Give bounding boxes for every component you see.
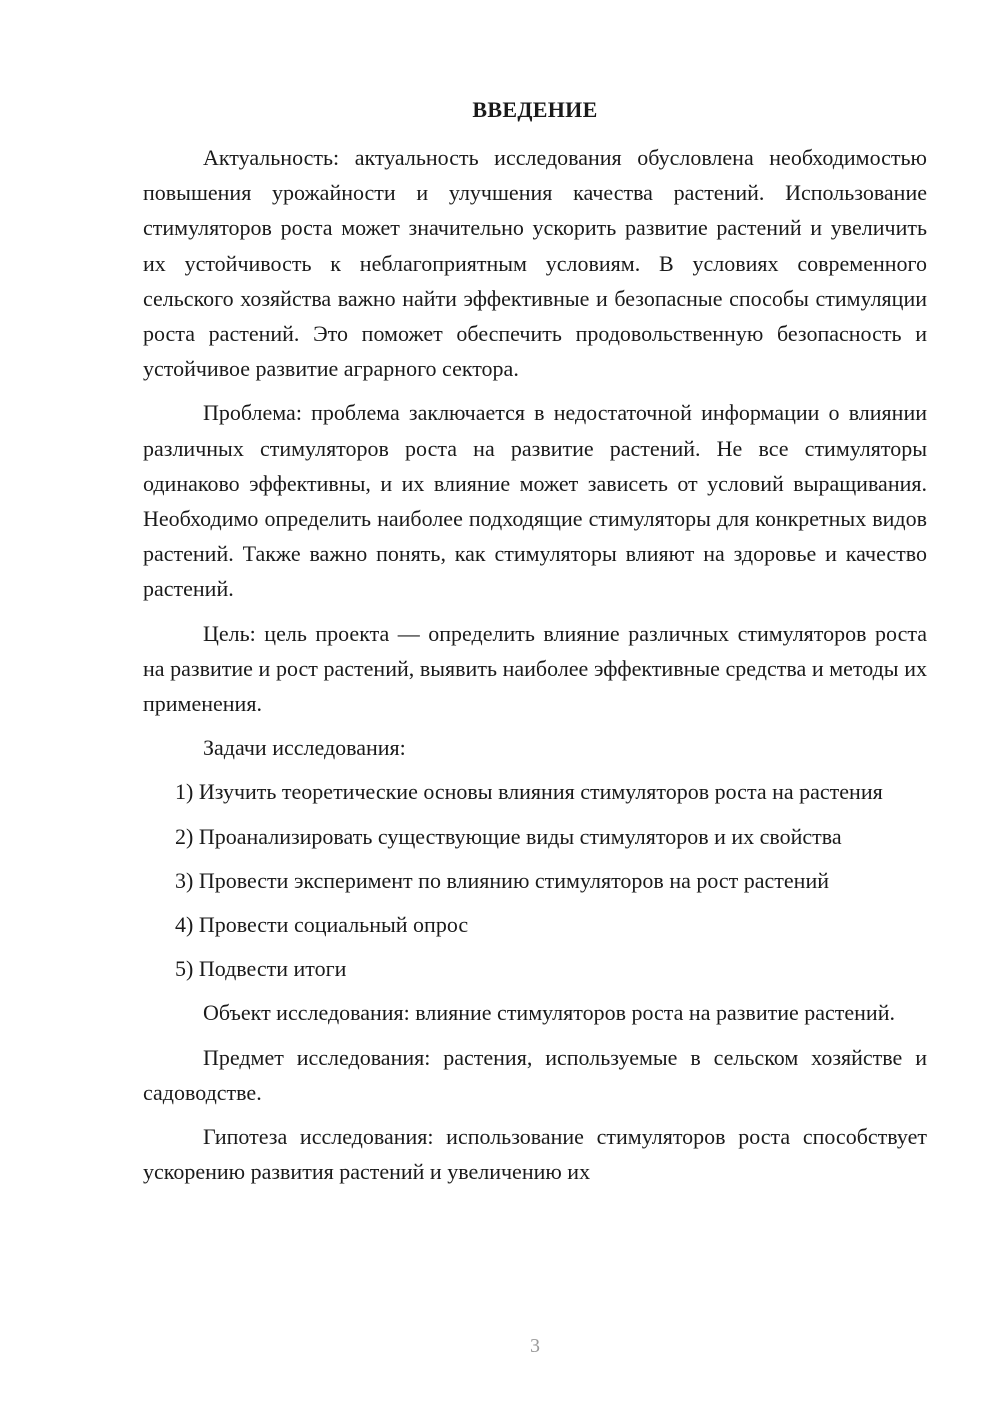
document-page	[143, 92, 927, 1198]
task-item-5: 5) Подвести итоги	[175, 956, 347, 982]
page-number: 3	[530, 1335, 540, 1357]
task-item-4: 4) Провести социальный опрос	[175, 912, 469, 938]
task-item-3: 3) Провести эксперимент по влиянию стимуляторов на рост растений	[175, 867, 830, 893]
section-title: ВВЕДЕНИЕ	[472, 97, 598, 122]
paragraph-goal: Цель: цель проекта — определить влияние различных стимуляторов роста на развитие и рост растений, выявить наиболее эффективные средства и методы их применения.	[143, 620, 927, 717]
task-item-2: 2) Проанализировать существующие виды стимуляторов и их свойства	[175, 823, 842, 849]
paragraph-problem: Проблема: проблема заключается в недостаточной информации о влиянии различных стимуляторов роста на развитие растений. Не все стимуляторы одинаково эффективны, и их влияние может зависеть от условий выращивания. Необходимо определить наиболее подходящие стимуляторы для конкретных видов растений. Также важно понять, как стимуляторы влияют на здоровье и качество растений.	[143, 400, 927, 602]
paragraph-subject: Предмет исследования: растения, используемые в сельском хозяйстве и садоводстве.	[143, 1044, 927, 1105]
paragraph-relevance: Актуальность: актуальность исследования обусловлена необходимостью повышения урожайности и улучшения качества растений. Использование стимуляторов роста может значительно ускорить развитие растений и увеличить их устойчивость к неблагоприятным условиям. В условиях современного сельского хозяйства важно найти эффективные и безопасные способы стимуляции роста растений. Это поможет обеспечить продовольственную безопасность и устойчивое развитие аграрного сектора.	[143, 145, 927, 382]
paragraph-hypothesis: Гипотеза исследования: использование стимуляторов роста способствует ускорению развития растений и увеличению их	[143, 1124, 927, 1185]
paragraph-tasks-heading: Задачи исследования:	[203, 735, 406, 761]
paragraph-object: Объект исследования: влияние стимуляторов роста на развитие растений.	[203, 1000, 895, 1026]
task-item-1: 1) Изучить теоретические основы влияния стимуляторов роста на растения	[175, 779, 883, 805]
